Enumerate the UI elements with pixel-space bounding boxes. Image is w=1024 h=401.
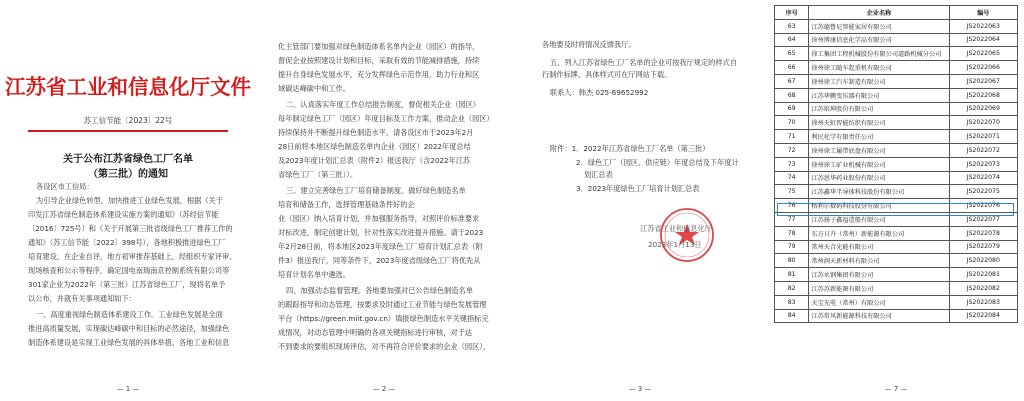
row-index: 65 (775, 47, 809, 61)
attachment-line: 3．2023年度绿色工厂培育计划汇总表 (576, 184, 700, 193)
table-row (775, 226, 1018, 240)
row-index: 63 (775, 19, 809, 33)
row-company: 利民化学有限责任公司 (809, 130, 949, 144)
row-index: 79 (775, 240, 809, 254)
table-row (775, 157, 1018, 171)
signature-date: 2023年1月13日 (648, 240, 702, 249)
page-number: — 1 — (116, 385, 140, 393)
row-company: 徐州徐工随车起重机有限公司 (809, 61, 949, 75)
table-row (775, 268, 1018, 282)
row-company: 江苏苏新能源有限公司 (809, 281, 949, 295)
p1-line: 通知》（苏工信节能〔2022〕398号），各地积极推进绿色工厂 (28, 238, 226, 247)
row-company: 徐州徐工履带底盘有限公司 (809, 143, 949, 157)
row-code: JS2022074 (949, 171, 1017, 185)
row-company: 江苏扬子鑫福造船有限公司 (809, 212, 949, 226)
row-index: 72 (775, 143, 809, 157)
red-divider (28, 130, 228, 132)
row-code: JS2022065 (949, 47, 1017, 61)
row-index: 67 (775, 74, 809, 88)
row-index: 77 (775, 212, 809, 226)
p2-line: 不到要求的要组织现场评估，对不再符合评价要求的企业（园区）， (278, 342, 491, 351)
row-company: 天宝光电（常州）有限公司 (809, 295, 949, 309)
table-row (775, 33, 1018, 47)
p2-line: 平台（https://green.miit.gov.cn）填报绿色制造水平关键指标完 (278, 314, 489, 323)
row-index: 66 (775, 61, 809, 75)
row-code: JS2022078 (949, 226, 1017, 240)
document-page-3 (512, 0, 768, 401)
row-highlight-box (777, 203, 1014, 216)
row-company: 江苏华鹏变压器有限公司 (809, 88, 949, 102)
table-row (775, 295, 1018, 309)
row-code: JS2022080 (949, 254, 1017, 268)
row-code: JS2022069 (949, 102, 1017, 116)
notice-title-line2: （第三批）的通知 (88, 169, 168, 180)
p1-line: 301家企业为2022年（第三批）江苏省绿色工厂，现将名单予 (28, 280, 226, 289)
row-code: JS2022064 (949, 33, 1017, 47)
header-code: 编号 (949, 6, 1017, 20)
row-code: JS2022063 (949, 19, 1017, 33)
row-code: JS2022075 (949, 185, 1017, 199)
p3-line: 各地要及时将情况反馈我厅。 (542, 40, 636, 49)
table-row (775, 116, 1018, 130)
row-code: JS2022076 (949, 199, 1017, 213)
row-code: JS2022081 (949, 268, 1017, 282)
document-page-2 (256, 0, 512, 401)
row-code: JS2022070 (949, 116, 1017, 130)
contact-line: 联系人：韩杰 025-69652992 (550, 88, 649, 97)
row-code: JS2022071 (949, 130, 1017, 144)
p2-line: 督促企业按照建设计划和目标，采取有效的节能减排措施，持续 (278, 56, 480, 65)
row-index: 74 (775, 171, 809, 185)
p1-line: 印发江苏省绿色制造体系建设实施方案的通知》（苏经信节能 (28, 210, 219, 219)
row-index: 76 (775, 199, 809, 213)
p2-line: 业（园区）纳入培育计划，并加强服务指导，对照评价标准要求 (278, 214, 480, 223)
p2-line: 培育计划名单中遴选。 (278, 270, 350, 279)
row-company: 格利尔数码科技股份有限公司 (809, 199, 949, 213)
p1-line: 培育建设，在企业自评，地方初审推荐基础上，经组织专家评审、 (28, 252, 237, 261)
row-index: 68 (775, 88, 809, 102)
p1-line: 为引导企业绿色转型，加快推进工业绿色发展，根据《关于 (36, 196, 223, 205)
table-row (775, 281, 1018, 295)
table-row (775, 88, 1018, 102)
p2-line: 件3）报送我厅，同等条件下，2023年度省级绿色工厂将优先从 (278, 256, 481, 265)
row-code: JS2022068 (949, 88, 1017, 102)
row-company: 徐州博康信息化学品有限公司 (809, 33, 949, 47)
header-index: 序号 (775, 6, 809, 20)
row-index: 82 (775, 281, 809, 295)
p2-line: 成情况，对动态管理中明确的各项关键指标进行审核，对于达 (278, 328, 473, 337)
p1-line: 一、高度重视绿色制造体系建设工作。工业绿色发展是全面 (36, 310, 223, 319)
row-index: 81 (775, 268, 809, 282)
p2-line: 对标改进，制定创建计划，针对性落实改进提升措施。请于2023 (278, 228, 484, 237)
row-code: JS2022077 (949, 212, 1017, 226)
p2-line: 年2月28日前，将本地区2023年度绿色工厂培育计划汇总表（附 (278, 242, 483, 251)
table-row (775, 171, 1018, 185)
table-row (775, 102, 1018, 116)
row-index: 73 (775, 157, 809, 171)
row-code: JS2022072 (949, 143, 1017, 157)
attachment-line: 2．绿色工厂（园区、供应链）年度总结及下年度计 (576, 158, 739, 167)
row-company: 江苏鑫华半导体科技股份有限公司 (809, 185, 949, 199)
page-number: — 7 — (884, 385, 908, 393)
p2-line: 提升自身绿色发展水平，充分发挥绿色示范作用，助力行业和区 (278, 70, 480, 79)
p1-line: 制造体系建设是实现工业绿色发展的具体举措。各地工业和信息 (28, 338, 230, 347)
document-number: 苏工信节能〔2023〕22号 (83, 116, 173, 125)
p1-line: 现场核查和公示等程序，确定国电南瑞南京控制系统有限公司等 (28, 266, 230, 275)
row-company: 徐州徐工矿业机械有限公司 (809, 157, 949, 171)
table-row (775, 19, 1018, 33)
row-company: 江苏永钢集团有限公司 (809, 268, 949, 282)
row-company: 徐州天虹智能纺织有限公司 (809, 116, 949, 130)
row-company: 常州天合光能有限公司 (809, 240, 949, 254)
p2-line: 省绿色工厂（第三批））。 (278, 170, 358, 179)
row-company: 常州润天新材料有限公司 (809, 254, 949, 268)
p1-line: 推进高质量发展，实现碳达峰碳中和目标的必然途径，加强绿色 (28, 324, 230, 333)
signature-org: 江苏省工业和信息化厅 (640, 224, 712, 233)
row-code: JS2022067 (949, 74, 1017, 88)
table-row (775, 254, 1018, 268)
header-company: 企业名称 (809, 6, 949, 20)
row-company: 江苏德鲁尼智能家居有限公司 (809, 19, 949, 33)
row-index: 69 (775, 102, 809, 116)
table-row (775, 309, 1018, 323)
row-company: 江苏垠坤股份有限公司 (809, 102, 949, 116)
page-number: — 2 — (372, 385, 396, 393)
page-number: — 3 — (628, 385, 652, 393)
notice-title-line1: 关于公布江苏省绿色工厂名单 (63, 154, 193, 165)
attachment-line: 附件：1．2022年江苏省绿色工厂名单（第三批） (550, 144, 710, 153)
p2-line: 持续保持并不断提升绿色制造水平。请各设区市于2023年2月 (278, 128, 474, 137)
p3-line: 行制作标牌，具体样式可在厅网站下载。 (542, 70, 672, 79)
official-seal-icon (659, 207, 715, 263)
table-row (775, 185, 1018, 199)
row-company: 徐工集团工程机械股份有限公司道路机械分公司 (809, 47, 949, 61)
p2-line: 培育和储备工作，选择管理基础条件好的企 (278, 200, 415, 209)
p1-line: 〔2016〕725号）和《关于开展第三批省级绿色工厂推荐工作的 (28, 224, 233, 233)
row-company: 江苏常风新能源科技有限公司 (809, 309, 949, 323)
row-index: 80 (775, 254, 809, 268)
table-row (775, 130, 1018, 144)
attachment-line: 划汇总表 (584, 170, 613, 179)
p2-line: 四、加强动态监督管理。各地要加强对已公告绿色制造名单 (286, 286, 473, 295)
row-code: JS2022073 (949, 157, 1017, 171)
p2-line: 域碳达峰碳中和工作。 (278, 84, 350, 93)
p2-line: 化主管部门要加强对绿色制造体系名单内企业（园区）的指导， (278, 42, 480, 51)
row-index: 75 (775, 185, 809, 199)
p1-line: 以公布，并就有关事项通知如下： (28, 294, 136, 303)
row-company: 江苏恩华药业股份有限公司 (809, 171, 949, 185)
row-index: 84 (775, 309, 809, 323)
row-index: 78 (775, 226, 809, 240)
row-company: 东方日升（常州）新能源有限公司 (809, 226, 949, 240)
document-page-table (768, 0, 1024, 401)
row-index: 64 (775, 33, 809, 47)
table-row (775, 74, 1018, 88)
green-factory-table (774, 5, 1018, 323)
table-row (775, 143, 1018, 157)
p2-line: 二、认真落实年度工作总结报告制度，督促相关企业（园区） (286, 100, 481, 109)
p2-line: 的跟踪指导和动态管理，按要求及时通过工业节能与绿色发展管理 (278, 300, 487, 309)
row-code: JS2022066 (949, 61, 1017, 75)
table-header-row (775, 6, 1018, 20)
p3-line: 五、列入江苏省绿色工厂名单的企业可按我厅规定的样式自 (550, 58, 737, 67)
row-index: 71 (775, 130, 809, 144)
row-code: JS2022084 (949, 309, 1017, 323)
p2-line: 每年制定绿色工厂（园区）年度目标及工作方案，推动企业（园区） (278, 114, 494, 123)
document-org-title: 江苏省工业和信息化厅文件 (5, 75, 251, 99)
row-code: JS2022083 (949, 295, 1017, 309)
row-index: 70 (775, 116, 809, 130)
table-row (775, 47, 1018, 61)
p2-line: 三、建立完善绿色工厂培育储备制度。做好绿色制造名单 (286, 186, 466, 195)
row-company: 徐州徐工汽车制造有限公司 (809, 74, 949, 88)
salutation: 各设区市工信局： (36, 182, 94, 191)
table-row (775, 240, 1018, 254)
row-code: JS2022079 (949, 240, 1017, 254)
row-index: 83 (775, 295, 809, 309)
p2-line: 及2023年度计划汇总表（附件2）报送我厅（含2022年江苏 (278, 156, 471, 165)
document-page-1 (0, 0, 256, 401)
row-code: JS2022082 (949, 281, 1017, 295)
table-row (775, 61, 1018, 75)
p2-line: 28日前将本地区绿色制造名单内企业（园区）2022年度总结 (278, 142, 471, 151)
